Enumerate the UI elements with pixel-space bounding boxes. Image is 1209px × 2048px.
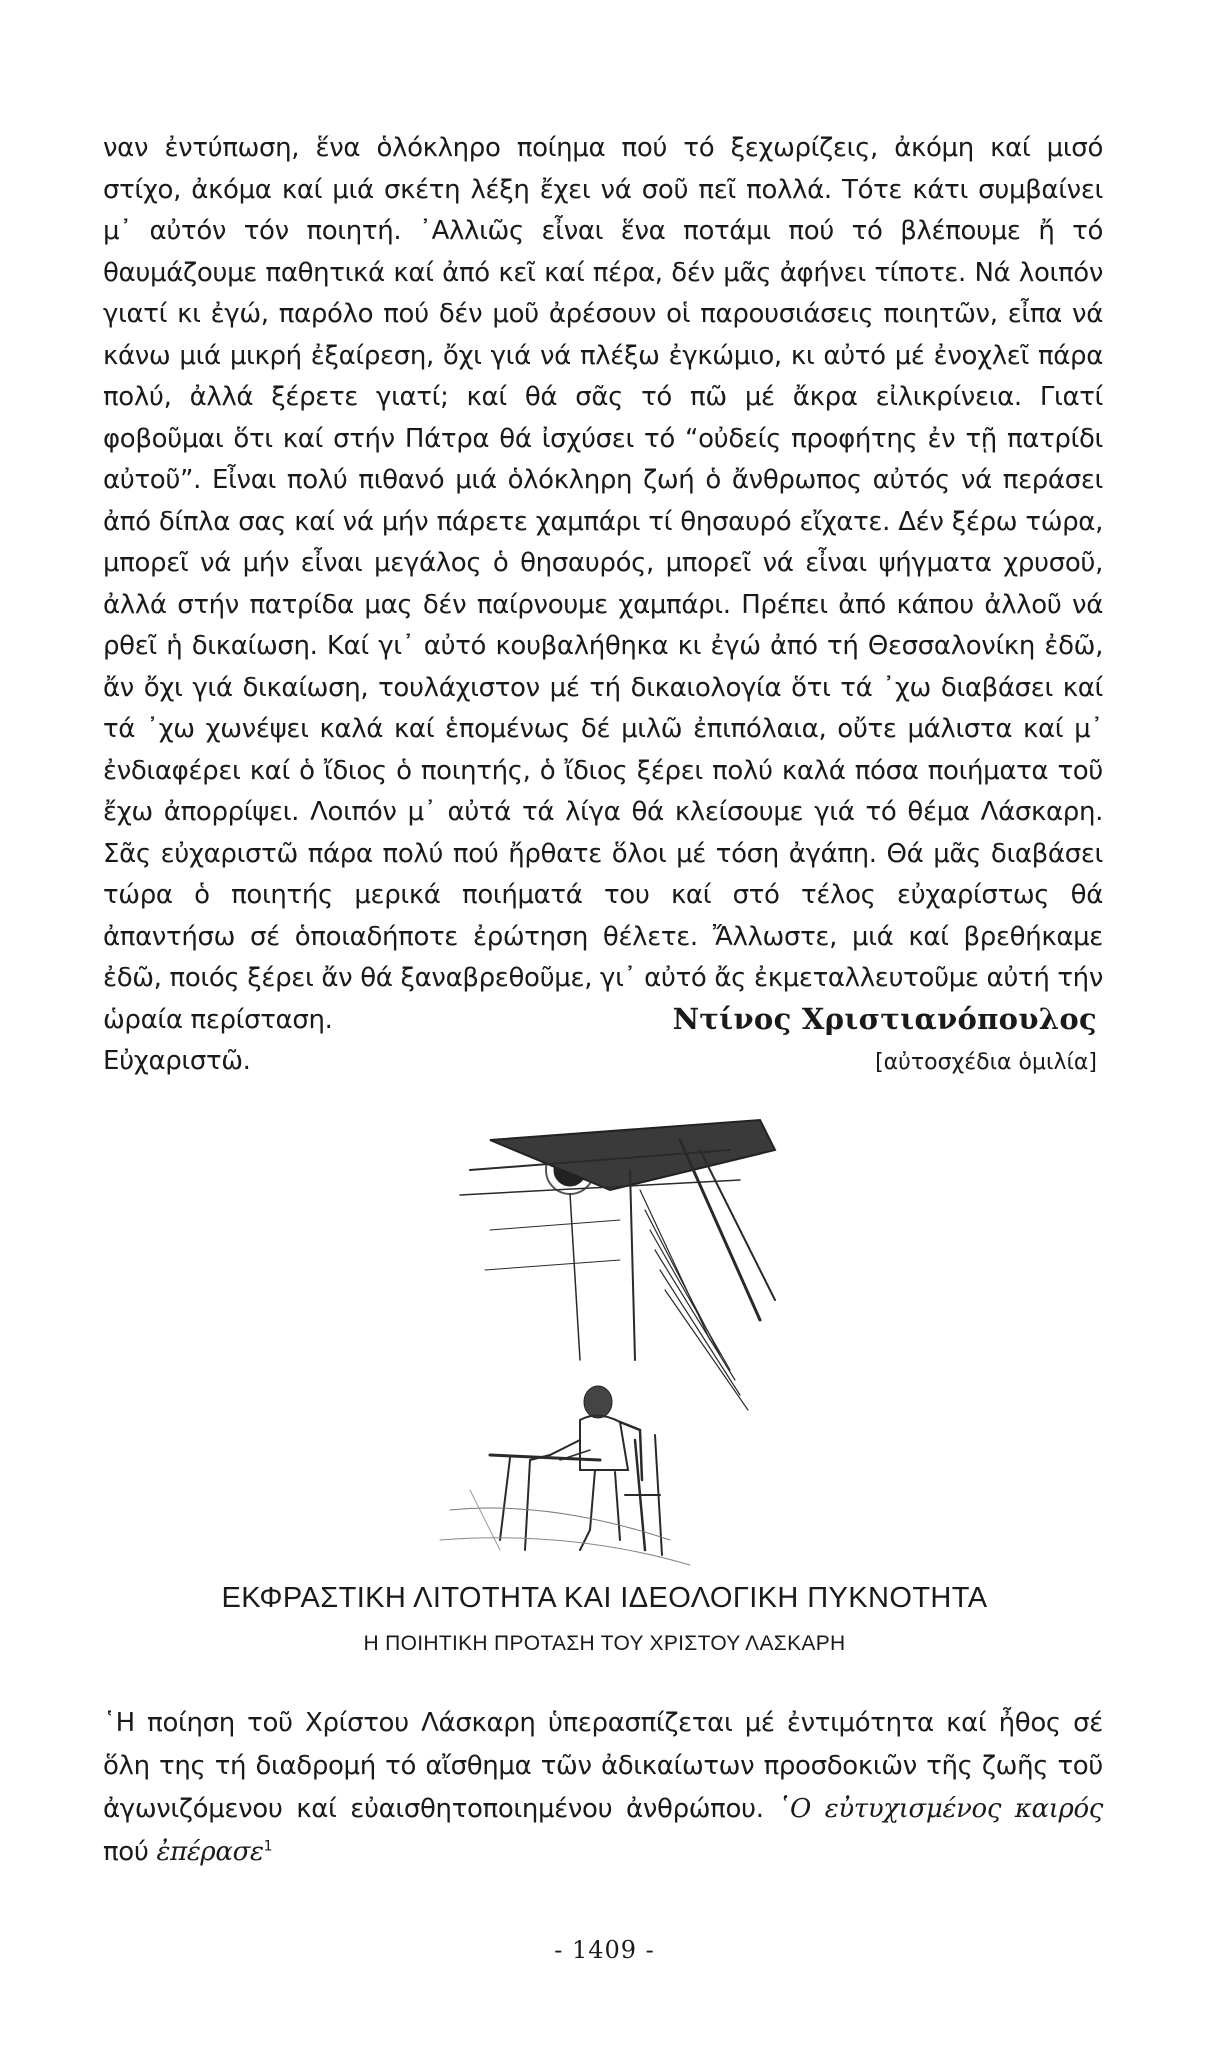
speech-note: [αὐτοσχέδια ὁμιλία] bbox=[875, 1050, 1097, 1075]
speech-paragraph: ναν ἐντύπωση, ἕνα ὁλόκληρο ποίημα πού τό ξεχωρίζεις, ἀκόμη καί μισό στίχο, ἀκόμα καί μιά σκέτη λέξη ἔχει νά σοῦ πεῖ πολλά. Τότε κάτι συμβαίνει μ᾽ αὐτόν τόν ποιητή. ᾽Αλλιῶς εἶναι ἕνα ποτάμι πού τό βλέπουμε ἤ τό θαυμάζουμε παθητικά καί ἀπό κεῖ καί πέρα, δέν μᾶς ἀφήνει τίποτε. Νά λοιπόν γιατί κι ἐγώ, παρόλο πού δέν μοῦ ἀρέσουν οἱ παρουσιάσεις ποιητῶν, εἶπα νά κάνω μιά μικρή ἐξαίρεση, ὄχι γιά νά πλέξω ἐγκώμιο, κι αὐτό μέ ἐνοχλεῖ πάρα πολύ, ἀλλά ξέρετε γιατί; καί θά σᾶς τό πῶ μέ ἄκρα εἰλικρίνεια. Γιατί φοβοῦμαι ὅτι καί στήν Πάτρα θά ἰσχύσει τό “οὐδείς προφήτης ἐν τῇ πατρίδι αὐτοῦ”. Εἶναι πολύ πιθανό μιά ὁλόκληρη ζωή ὁ ἄνθρωπος αὐτός νά περάσει ἀπό δίπλα σας καί νά μήν πάρετε χαμπάρι τί θησαυρό εἴχατε. Δέν ξέρω τώρα, μπορεῖ νά μήν εἶναι μεγάλος ὁ θησαυρός, μπορεῖ νά εἶναι ψήγματα χρυσοῦ, ἀλλά στήν πατρίδα μας δέν παίρνουμε χαμπάρι. Πρέπει ἀπό κάπου ἀλλοῦ νά ρθεῖ ἡ δικαίωση. Καί γι᾽ αὐτό κουβαλήθηκα κι ἐγώ ἀπό τή Θεσσαλονίκη ἐδῶ, ἄν ὄχι γιά δικαίωση, τουλάχιστον μέ τή δικαιολογία ὅτι τά ᾽χω διαβάσει καί τά ᾽χω χωνέψει καλά καί ἑπομένως δέ μιλῶ ἐπιπόλαια, οὔτε μάλιστα καί μ᾽ ἐνδιαφέρει καί ὁ ἴδιος ὁ ποιητής, ὁ ἴδιος ξέρει πολύ καλά πόσα ποιήματα τοῦ ἔχω ἀπορρίψει. Λοιπόν μ᾽ αὐτά τά λίγα θά κλείσουμε γιά τό θέμα Λάσκαρη. Σᾶς εὐχαριστῶ πάρα πολύ πού ἤρθατε ὅλοι μέ τόση ἀγάπη. Θά μᾶς διαβάσει τώρα ὁ ποιητής μερικά ποιήματά του καί στό τέλος εὐχαρίστως θά ἀπαντήσω σέ ὁποιαδήποτε ἐρώτηση θέλετε. Ἄλλωστε, μιά καί βρεθήκαμε ἐδῶ, ποιός ξέρει ἄν θά ξαναβρεθοῦμε, γι᾽ αὐτό ἄς ἐκμεταλλευτοῦμε αὐτή τήν ὡραία περίσταση. bbox=[103, 133, 1103, 1035]
speech-closing: Εὐχαριστῶ. bbox=[103, 1046, 251, 1076]
speech-text bbox=[103, 128, 1103, 1083]
author-signature: Ντίνος Χριστιανόπουλος bbox=[672, 1002, 1097, 1036]
footnote-mark: 1 bbox=[263, 1838, 273, 1855]
italic-word: ἐπέρασε bbox=[156, 1837, 264, 1867]
signature-block bbox=[673, 1002, 1097, 1075]
section-subtitle: Η ΠΟΙΗΤΙΚΗ ΠΡΟΤΑΣΗ ΤΟΥ ΧΡΙΣΤΟΥ ΛΑΣΚΑΡΗ bbox=[363, 1632, 846, 1655]
essay-text-middle: πού bbox=[103, 1837, 149, 1867]
seated-figure-lamp-icon bbox=[430, 1110, 790, 1570]
page-number: - 1409 - bbox=[554, 1936, 655, 1964]
essay-paragraph bbox=[103, 1702, 1103, 1874]
book-title: ῾Ο εὐτυχισμένος καιρός bbox=[777, 1794, 1103, 1824]
essay-text: ῾Η ποίηση τοῦ Χρίστου Λάσκαρη ὑπερασπίζεται μέ ἐντιμότητα καί ἦθος σέ ὅλη της τή διαδρομή τό αἴσθημα τῶν ἀδικαίωτων προσδοκιῶν τῆς ζωῆς τοῦ ἀγωνιζόμενου καί εὐαισθητοποιημένου ἀνθρώπου. bbox=[103, 1708, 1103, 1824]
section-title: ΕΚΦΡΑΣΤΙΚΗ ΛΙΤΟΤΗΤΑ ΚΑΙ ΙΔΕΟΛΟΓΙΚΗ ΠΥΚΝΟΤΗΤΑ bbox=[221, 1582, 988, 1614]
pencil-sketch-illustration bbox=[430, 1110, 790, 1570]
